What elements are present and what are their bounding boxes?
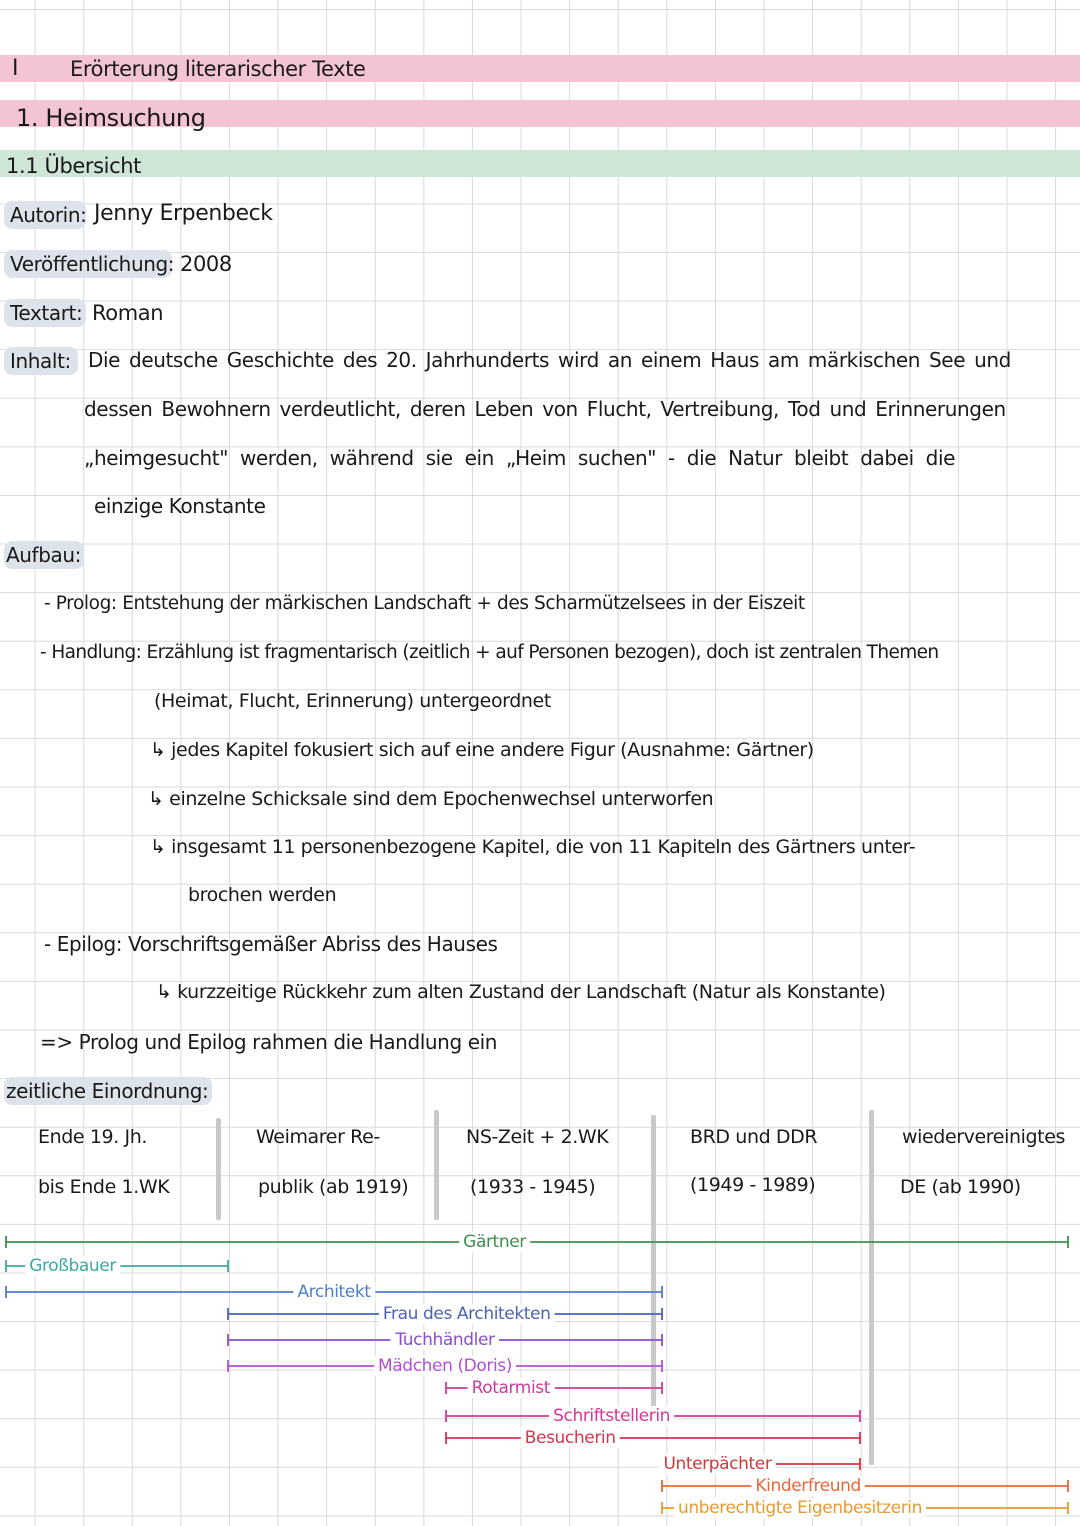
- content-line: dessen Bewohnern verdeutlicht, deren Leben von Flucht, Vertreibung, Tod und Erinnerungen: [84, 397, 1006, 421]
- character-span: [6, 1232, 1068, 1252]
- structure-line: ↳ kurzzeitige Rückkehr zum alten Zustand der Landschaft (Natur als Konstante): [156, 981, 886, 1003]
- era-label: Weimarer Re-: [256, 1126, 380, 1148]
- heading-3-band: [0, 150, 1080, 177]
- character-name: Besucherin: [524, 1428, 616, 1448]
- content-line: Die deutsche Geschichte des 20. Jahrhunderts wird an einem Haus am märkischen See und: [88, 348, 1011, 372]
- character-name: Gärtner: [463, 1232, 526, 1252]
- author-label: Autorin:: [10, 203, 87, 227]
- content-label: Inhalt:: [10, 349, 71, 373]
- character-span: [662, 1476, 1068, 1496]
- era-label: (1949 - 1989): [690, 1174, 816, 1196]
- era-label: (1933 - 1945): [470, 1176, 596, 1198]
- structure-line: - Epilog: Vorschriftsgemäßer Abriss des Hauses: [44, 932, 498, 956]
- content-line: einzige Konstante: [94, 494, 266, 518]
- author-value: Jenny Erpenbeck: [94, 201, 273, 226]
- text-type-label: Textart:: [10, 301, 83, 325]
- structure-line: ↳ insgesamt 11 personenbezogene Kapitel, die von 11 Kapiteln des Gärtners unter-: [150, 836, 916, 858]
- era-label: DE (ab 1990): [900, 1176, 1021, 1198]
- structure-line: ↳ einzelne Schicksale sind dem Epochenwechsel unterworfen: [148, 788, 714, 810]
- structure-line: - Handlung: Erzählung ist fragmentarisch (zeitlich + auf Personen bezogen), doch ist zentralen Themen: [40, 642, 939, 663]
- structure-line: - Prolog: Entstehung der märkischen Landschaft + des Scharmützelsees in der Eiszeit: [44, 593, 805, 614]
- character-span: [446, 1378, 662, 1398]
- text-type-value: Roman: [92, 301, 164, 325]
- character-span: [228, 1356, 662, 1376]
- character-name: Mädchen (Doris): [378, 1356, 512, 1376]
- character-name: Rotarmist: [471, 1378, 551, 1398]
- era-separator: [434, 1110, 439, 1220]
- era-label: Ende 19. Jh.: [38, 1126, 147, 1148]
- character-name: Unterpächter: [663, 1454, 772, 1474]
- content-line: „heimgesucht" werden, während sie ein „Heim suchen" - die Natur bleibt dabei die: [84, 446, 956, 470]
- publication-label: Veröffentlichung:: [10, 252, 175, 276]
- era-label: BRD und DDR: [690, 1126, 818, 1148]
- era-label: NS-Zeit + 2.WK: [466, 1126, 609, 1148]
- character-name: Kinderfreund: [755, 1476, 861, 1496]
- character-span: [228, 1330, 662, 1350]
- heading-1-title: Erörterung literarischer Texte: [70, 57, 366, 81]
- heading-2-title: 1. Heimsuchung: [16, 104, 206, 132]
- era-label: wiedervereinigtes: [902, 1126, 1065, 1148]
- heading-3-title: 1.1 Übersicht: [6, 154, 141, 178]
- character-span: [228, 1304, 662, 1324]
- character-span: [446, 1406, 860, 1426]
- character-name: Frau des Architekten: [382, 1304, 551, 1324]
- character-span: [662, 1498, 1068, 1518]
- character-name: Großbauer: [29, 1256, 116, 1276]
- publication-value: 2008: [180, 252, 232, 276]
- character-span: [446, 1428, 860, 1448]
- structure-line: => Prolog und Epilog rahmen die Handlung ein: [40, 1030, 498, 1054]
- character-name: unberechtigte Eigenbesitzerin: [678, 1498, 923, 1518]
- chronology-label: zeitliche Einordnung:: [6, 1079, 209, 1103]
- structure-line: (Heimat, Flucht, Erinnerung) untergeordnet: [154, 690, 551, 712]
- era-label: publik (ab 1919): [258, 1176, 409, 1198]
- character-name: Architekt: [297, 1282, 371, 1302]
- character-span: [6, 1282, 662, 1302]
- character-name: Schriftstellerin: [553, 1406, 671, 1426]
- character-name: Tuchhändler: [395, 1330, 495, 1350]
- heading-1-number: I: [12, 56, 19, 81]
- structure-line: brochen werden: [188, 884, 337, 906]
- character-span: [6, 1256, 228, 1276]
- character-span: [659, 1454, 860, 1474]
- structure-label: Aufbau:: [6, 543, 81, 567]
- era-separator: [216, 1118, 221, 1220]
- era-label: bis Ende 1.WK: [38, 1176, 170, 1198]
- character-timeline: [0, 1220, 1080, 1520]
- structure-line: ↳ jedes Kapitel fokusiert sich auf eine andere Figur (Ausnahme: Gärtner): [150, 739, 814, 761]
